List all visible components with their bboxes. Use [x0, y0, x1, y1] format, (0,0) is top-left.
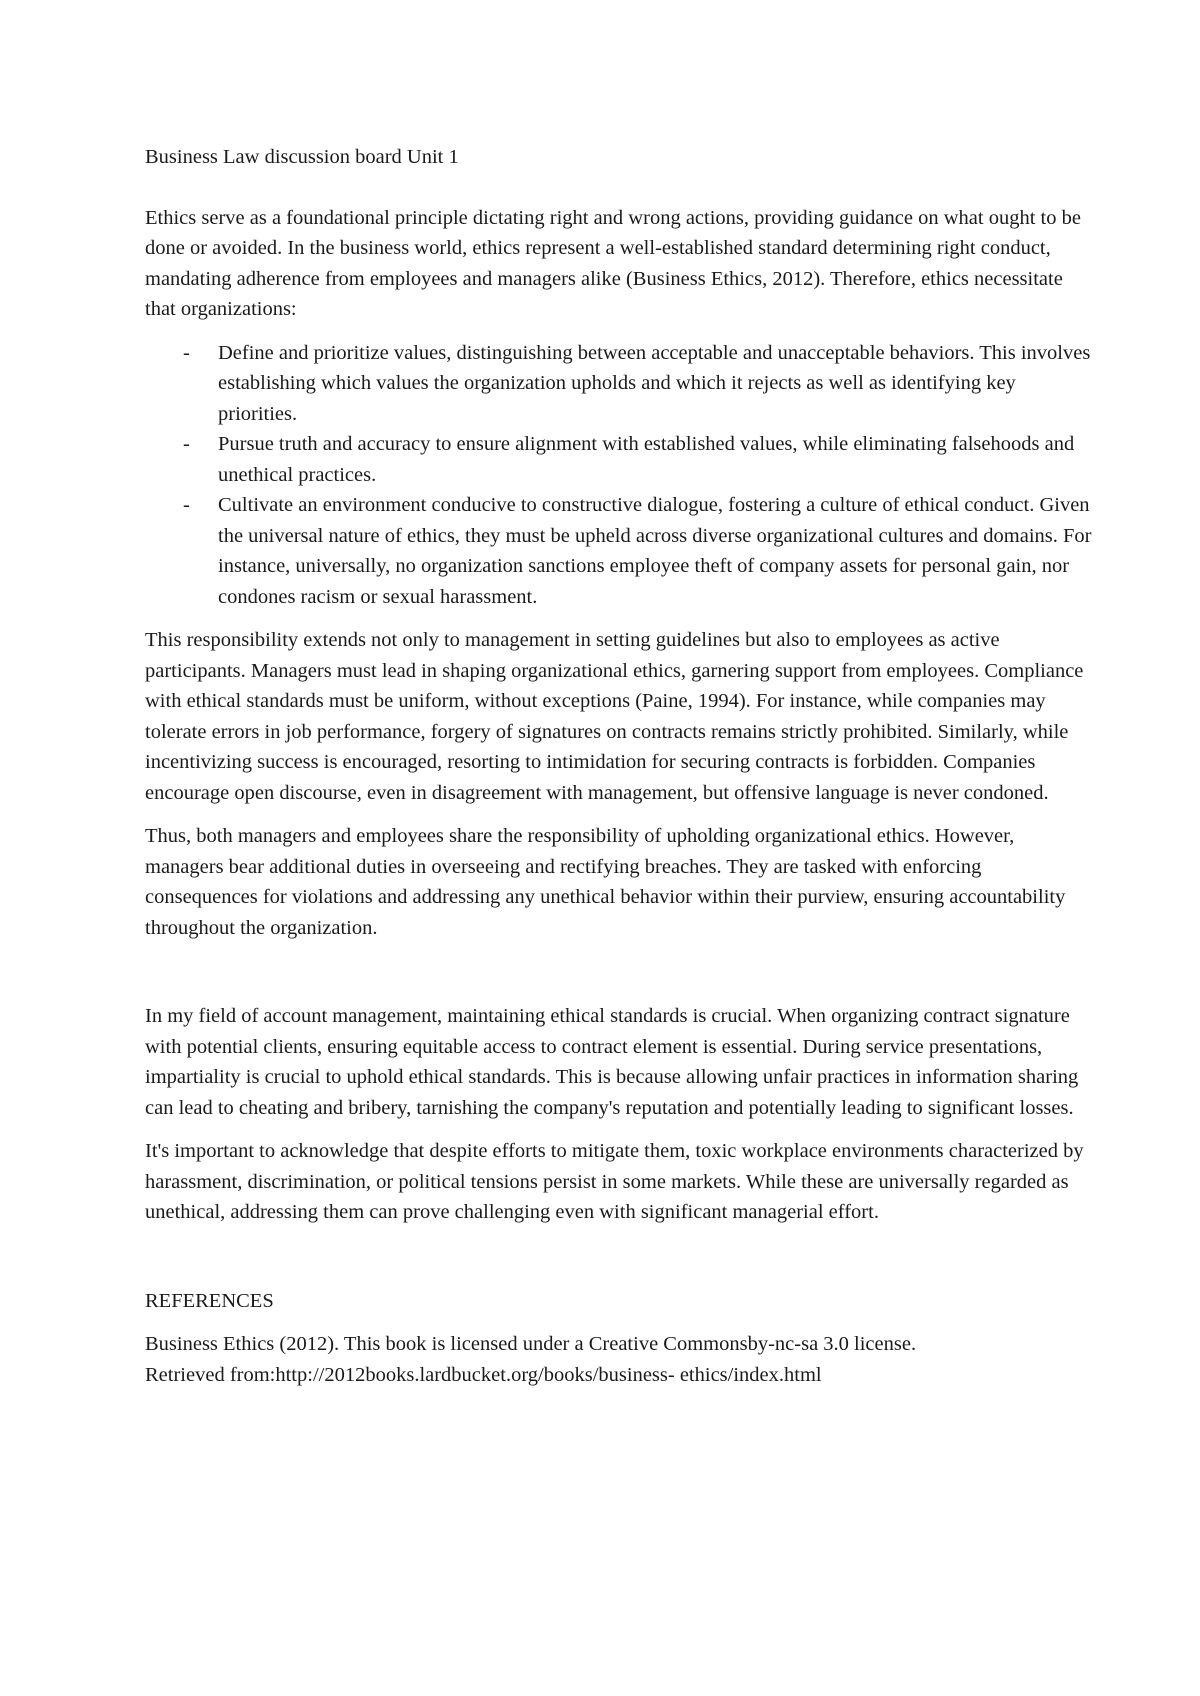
bullet-item: [145, 338, 1095, 430]
bullet-item: [145, 490, 1095, 612]
bullet-text: Pursue truth and accuracy to ensure alignment with established values, while eliminating falsehoods and unethical practices.: [218, 433, 1075, 486]
bullet-list: [145, 338, 1095, 613]
bullet-text: Cultivate an environment conducive to constructive dialogue, fostering a culture of ethical conduct. Given the universal nature of ethics, they must be upheld across diverse organizational cultures and domains. For instance, universally, no organization sanctions employee theft of company assets for personal gain, nor condones racism or sexual harassment.: [218, 494, 1092, 608]
document-title: Business Law discussion board Unit 1: [145, 146, 459, 168]
reference-line: Business Ethics (2012). This book is licensed under a Creative Commonsby-nc-sa 3.0 license.: [145, 1333, 917, 1355]
intro-paragraph: Ethics serve as a foundational principle dictating right and wrong actions, providing guidance on what ought to be done or avoided. In the business world, ethics represent a well-established standard determining right conduct, mandating adherence from employees and managers alike (Business Ethics, 2012). Therefore, ethics necessitate that organizations:: [145, 206, 1081, 320]
body-paragraph-account-management: In my field of account management, maintaining ethical standards is crucial. When organizing contract signature with potential clients, ensuring equitable access to contract element is essential. During service presentations, impartiality is crucial to uphold ethical standards. This is because allowing unfair practices in information sharing can lead to cheating and bribery, tarnishing the company's reputation and potentially leading to significant losses.: [145, 1005, 1079, 1119]
body-paragraph-toxic-workplace: It's important to acknowledge that despite efforts to mitigate them, toxic workplace environments characterized by harassment, discrimination, or political tensions persist in some markets. While these are universally regarded as unethical, addressing them can prove challenging even with significant managerial effort.: [145, 1140, 1084, 1223]
bullet-text: Define and prioritize values, distinguishing between acceptable and unacceptable behaviors. This involves establishing which values the organization upholds and which it rejects as well as identifying key priorities.: [218, 341, 1091, 425]
bullet-item: [145, 429, 1095, 490]
body-paragraph-managers: Thus, both managers and employees share the responsibility of upholding organizational ethics. However, managers bear additional duties in overseeing and rectifying breaches. They are tasked with enforcing consequences for violations and addressing any unethical behavior within their purview, ensuring accountability throughout the organization.: [145, 825, 1066, 939]
bullet-marker: -: [183, 433, 190, 455]
bullet-marker: -: [183, 494, 190, 516]
references-heading: REFERENCES: [145, 1289, 274, 1312]
bullet-marker: -: [183, 341, 190, 364]
document-page: [145, 142, 1095, 1390]
reference-url-line: Retrieved from:http://2012books.lardbucket.org/books/business- ethics/index.html: [145, 1363, 822, 1386]
reference-entry: [145, 1329, 1095, 1390]
body-paragraph-responsibility: This responsibility extends not only to management in setting guidelines but also to employees as active participants. Managers must lead in shaping organizational ethics, garnering support from employees. Compliance with ethical standards must be uniform, without exceptions (Paine, 1994). For instance, while companies may tolerate errors in job performance, forgery of signatures on contracts remains strictly prohibited. Similarly, while incentivizing success is encouraged, resorting to intimidation for securing contracts is forbidden. Companies encourage open discourse, even in disagreement with management, but offensive language is never condoned.: [145, 629, 1084, 804]
